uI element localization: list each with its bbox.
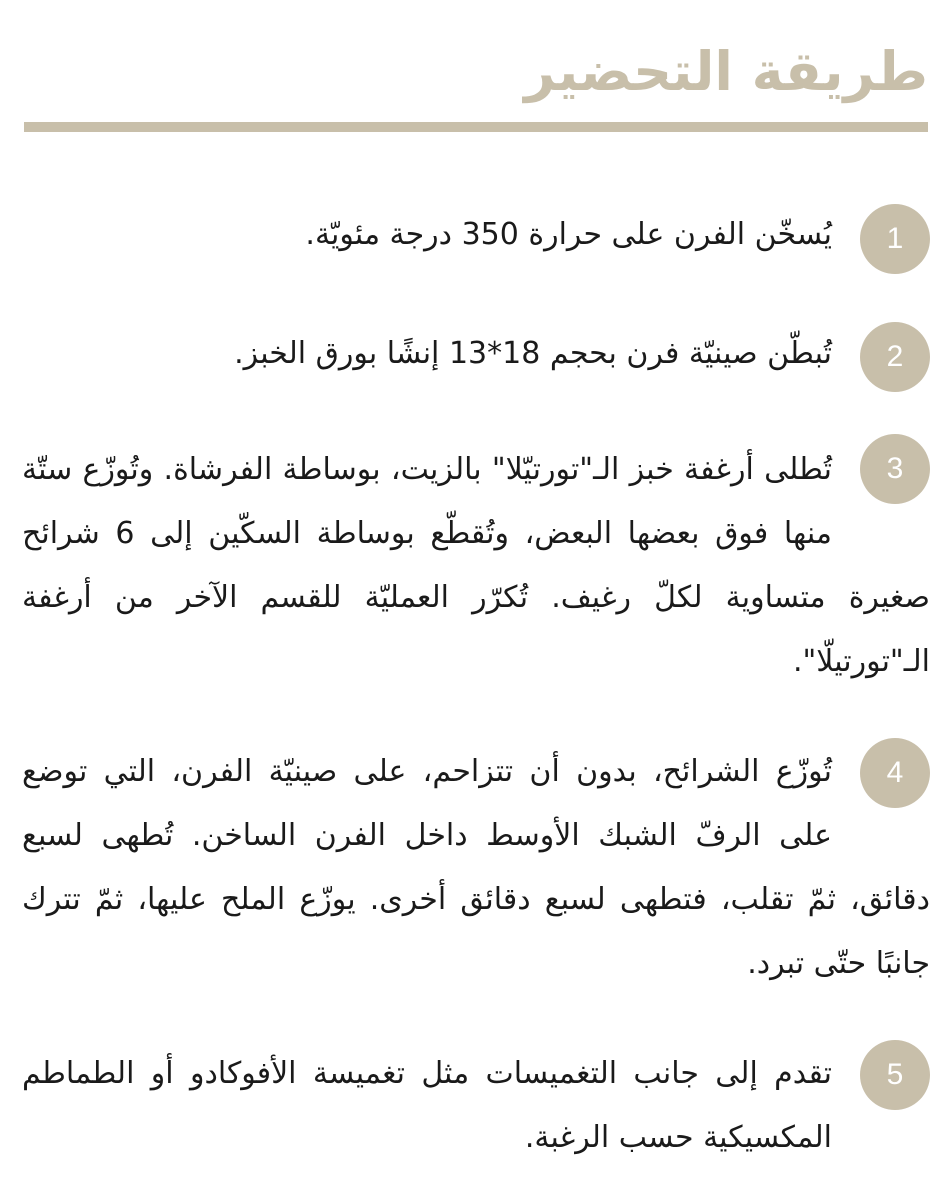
step-4 [22,738,930,996]
page-title: طريقة التحضير [524,40,928,103]
step-3 [22,434,930,694]
step-text [22,438,930,694]
step-text [22,322,930,386]
step-text [22,203,930,267]
step-number-badge: 5 [860,1040,930,1110]
step-text-content: تقدم إلى جانب التغميسات مثل تغميسة الأفوكادو أو الطماطم المكسيكية حسب الرغبة. [22,1056,832,1155]
step-1 [22,204,930,327]
step-2 [22,322,930,446]
step-number-badge: 4 [860,738,930,808]
step-number-badge: 2 [860,322,930,392]
step-text-content: تُوزّع الشرائح، بدون أن تتزاحم، على صينيّة الفرن، التي توضع على الرفّ الشبك الأوسط داخل الفرن الساخن. تُطهى لسبع دقائق، ثمّ تقلب، فتطهى لسبع دقائق أخرى. يوزّع الملح عليها، ثمّ تترك جانبًا حتّى تبرد. [22,754,930,981]
step-text [22,1042,930,1170]
step-text-content: تُبطّن صينيّة فرن بحجم 18*13 إنشًا بورق الخبز. [234,336,832,371]
step-text [22,740,930,996]
step-5 [22,1040,930,1170]
title-divider [24,122,928,132]
step-text-content: تُطلى أرغفة خبز الـ"تورتيّلا" بالزيت، بوساطة الفرشاة. وتُوزّع ستّة منها فوق بعضها البعض، وتُقطّع بوساطة السكّين إلى 6 شرائح صغيرة متساوية لكلّ رغيف. تُكرّر العمليّة للقسم الآخر من أرغفة الـ"تورتيلّا". [22,452,930,679]
step-number-badge: 3 [860,434,930,504]
step-text-content: يُسخّن الفرن على حرارة 350 درجة مئويّة. [305,217,832,252]
step-number-badge: 1 [860,204,930,274]
